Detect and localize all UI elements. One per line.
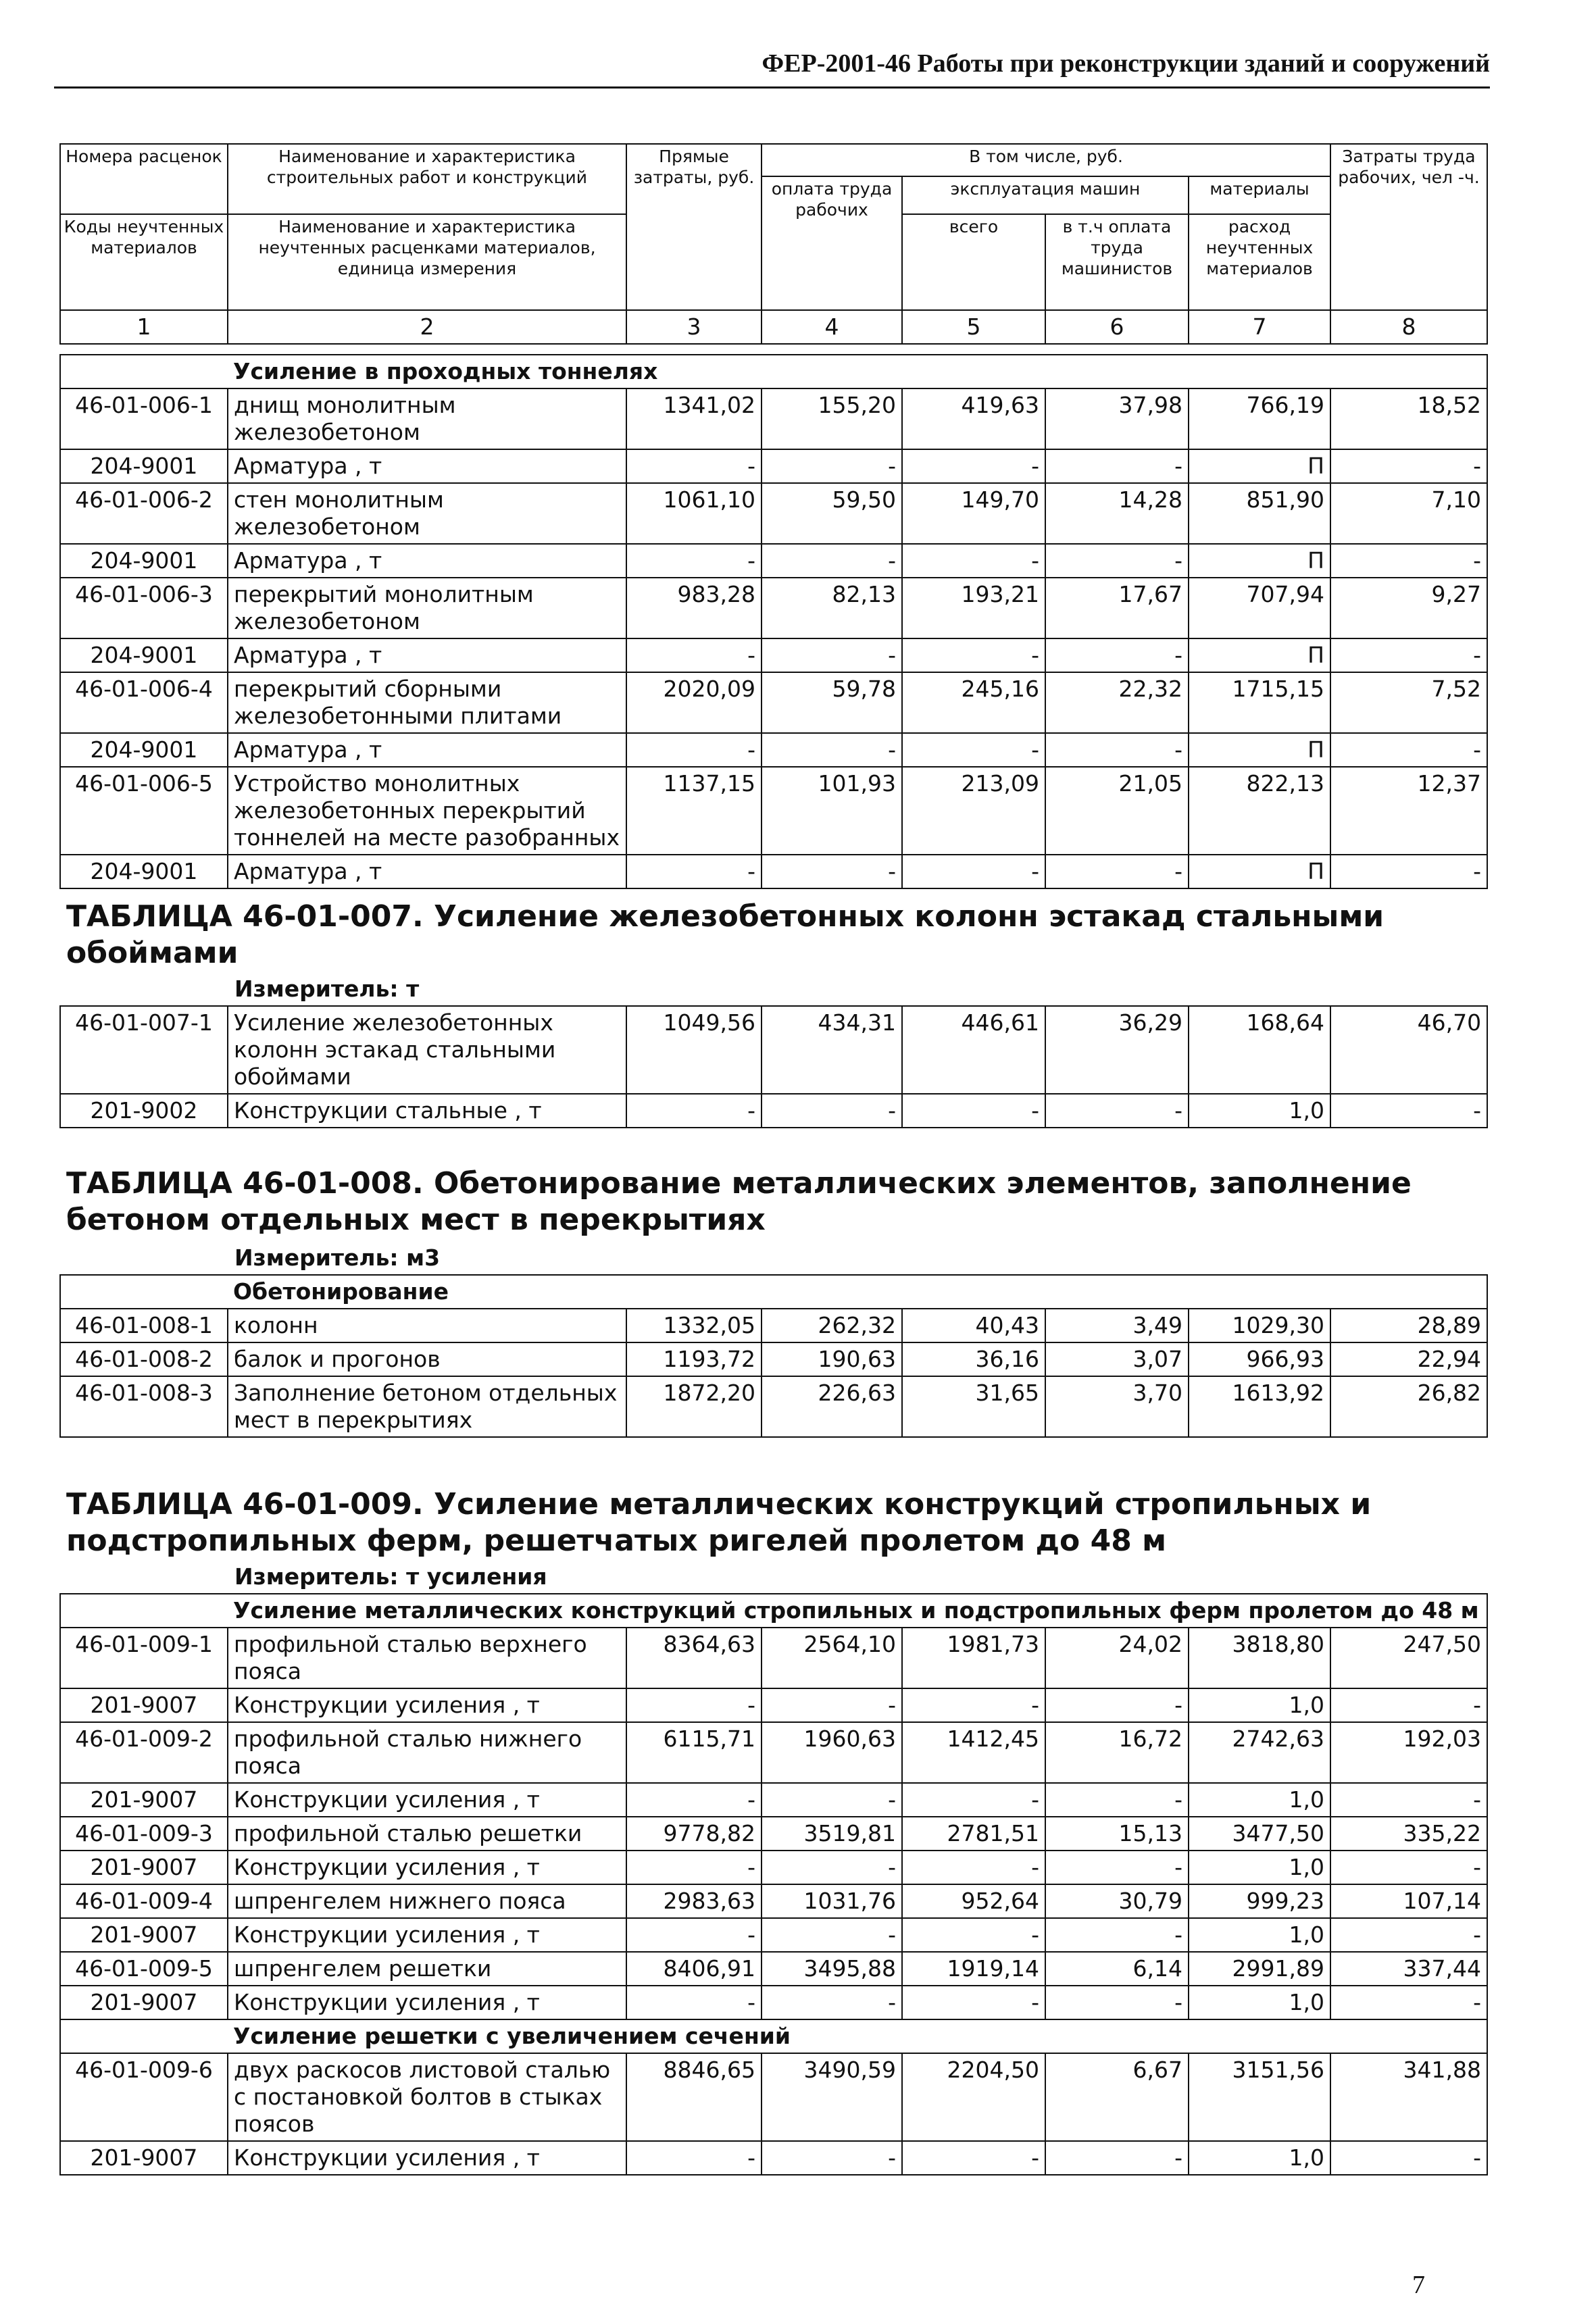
machines-total: - [902, 1986, 1045, 2019]
header-direct-costs: Прямые затраты, руб. [626, 144, 762, 310]
labor-hours: 12,37 [1330, 767, 1487, 855]
material-row [60, 1094, 1487, 1128]
materials: 1,0 [1189, 1851, 1330, 1884]
worker-pay: - [762, 1688, 902, 1722]
materials: 1029,30 [1189, 1309, 1330, 1342]
work-name: Усиление железобетонных колонн эстакад стальными обоймами [228, 1006, 626, 1094]
machines-total: 1981,73 [902, 1628, 1045, 1688]
work-name: колонн [228, 1309, 626, 1342]
work-name: Арматура , т [228, 638, 626, 672]
materials: 3818,80 [1189, 1628, 1330, 1688]
machinist-pay: 30,79 [1045, 1884, 1189, 1918]
material-row [60, 1986, 1487, 2019]
materials: П [1189, 449, 1330, 483]
worker-pay: 155,20 [762, 388, 902, 449]
column-number: 5 [902, 310, 1045, 344]
rate-code: 46-01-006-3 [60, 578, 228, 638]
material-row [60, 1918, 1487, 1952]
labor-hours: - [1330, 1986, 1487, 2019]
direct-costs: 1049,56 [626, 1006, 762, 1094]
rate-row [60, 1006, 1487, 1094]
material-row [60, 449, 1487, 483]
rate-row [60, 2053, 1487, 2141]
materials: П [1189, 733, 1330, 767]
rate-code: 201-9007 [60, 1783, 228, 1817]
labor-hours: 341,88 [1330, 2053, 1487, 2141]
rate-row [60, 1722, 1487, 1783]
materials: 999,23 [1189, 1884, 1330, 1918]
work-name: профильной сталью верхнего пояса [228, 1628, 626, 1688]
machines-total: 1919,14 [902, 1952, 1045, 1986]
direct-costs: 1193,72 [626, 1342, 762, 1376]
worker-pay: 190,63 [762, 1342, 902, 1376]
rate-code: 46-01-009-2 [60, 1722, 228, 1783]
machines-total: - [902, 449, 1045, 483]
header-machines-total: всего [902, 214, 1045, 310]
work-name: Заполнение бетоном отдельных мест в перекрытиях [228, 1376, 626, 1437]
header-rate-numbers: Номера расценок [60, 144, 228, 214]
rate-code: 204-9001 [60, 733, 228, 767]
column-number: 8 [1330, 310, 1487, 344]
machinist-pay: 3,49 [1045, 1309, 1189, 1342]
column-number: 6 [1045, 310, 1189, 344]
worker-pay: - [762, 1918, 902, 1952]
rate-row [60, 1342, 1487, 1376]
work-name: Конструкции усиления , т [228, 1688, 626, 1722]
work-name: Арматура , т [228, 544, 626, 578]
machines-total: 2204,50 [902, 2053, 1045, 2141]
material-row [60, 855, 1487, 888]
work-name: Конструкции стальные , т [228, 1094, 626, 1128]
machinist-pay: - [1045, 1688, 1189, 1722]
direct-costs: - [626, 544, 762, 578]
subheading-row [60, 355, 1487, 388]
header-machinist-pay: в т.ч оплата труда машинистов [1045, 214, 1189, 310]
materials: П [1189, 855, 1330, 888]
unit-label: Измеритель: т усиления [234, 1563, 547, 1590]
materials: П [1189, 638, 1330, 672]
material-row [60, 1783, 1487, 1817]
machinist-pay: 15,13 [1045, 1817, 1189, 1851]
work-name: перекрытий монолитным железобетоном [228, 578, 626, 638]
rate-code: 201-9007 [60, 1688, 228, 1722]
table-046-01-008 [59, 1242, 1488, 1438]
materials: П [1189, 544, 1330, 578]
work-name: Конструкции усиления , т [228, 1918, 626, 1952]
header-worker-pay: оплата труда рабочих [762, 176, 902, 310]
worker-pay: 82,13 [762, 578, 902, 638]
direct-costs: - [626, 638, 762, 672]
labor-hours: - [1330, 544, 1487, 578]
materials: 1,0 [1189, 1918, 1330, 1952]
machines-total: 31,65 [902, 1376, 1045, 1437]
machines-total: 213,09 [902, 767, 1045, 855]
machines-total: 36,16 [902, 1342, 1045, 1376]
section-subheading: Усиление в проходных тоннелях [228, 355, 1487, 388]
materials: 851,90 [1189, 483, 1330, 544]
direct-costs: - [626, 2141, 762, 2175]
materials: 1,0 [1189, 1986, 1330, 2019]
table-046-01-006 [59, 143, 1488, 889]
machinist-pay: 14,28 [1045, 483, 1189, 544]
material-row [60, 2141, 1487, 2175]
labor-hours: - [1330, 1851, 1487, 1884]
rate-code: 46-01-008-3 [60, 1376, 228, 1437]
section-subheading: Усиление решетки с увеличением сечений [228, 2019, 1487, 2053]
work-name: Конструкции усиления , т [228, 1851, 626, 1884]
labor-hours: 26,82 [1330, 1376, 1487, 1437]
direct-costs: 2983,63 [626, 1884, 762, 1918]
direct-costs: - [626, 1851, 762, 1884]
rate-code: 46-01-009-4 [60, 1884, 228, 1918]
materials: 822,13 [1189, 767, 1330, 855]
rate-code: 46-01-009-5 [60, 1952, 228, 1986]
direct-costs: - [626, 1094, 762, 1128]
labor-hours: - [1330, 1094, 1487, 1128]
rate-code: 46-01-009-6 [60, 2053, 228, 2141]
materials: 1715,15 [1189, 672, 1330, 733]
worker-pay: 1031,76 [762, 1884, 902, 1918]
direct-costs: 1341,02 [626, 388, 762, 449]
work-name: двух раскосов листовой сталью с постановкой болтов в стыках поясов [228, 2053, 626, 2141]
column-number: 2 [228, 310, 626, 344]
worker-pay: 262,32 [762, 1309, 902, 1342]
machines-total: - [902, 855, 1045, 888]
work-name: Арматура , т [228, 855, 626, 888]
rate-row [60, 388, 1487, 449]
header-material-names: Наименование и характеристика неучтенных расценками материалов, единица измерения [228, 214, 626, 310]
machinist-pay: - [1045, 1851, 1189, 1884]
rate-code: 46-01-008-2 [60, 1342, 228, 1376]
materials: 3477,50 [1189, 1817, 1330, 1851]
rate-code: 46-01-009-3 [60, 1817, 228, 1851]
labor-hours: 335,22 [1330, 1817, 1487, 1851]
direct-costs: - [626, 733, 762, 767]
machinist-pay: 16,72 [1045, 1722, 1189, 1783]
machinist-pay: 6,14 [1045, 1952, 1189, 1986]
rate-row [60, 483, 1487, 544]
labor-hours: 7,10 [1330, 483, 1487, 544]
column-number: 1 [60, 310, 228, 344]
machinist-pay: - [1045, 1094, 1189, 1128]
machines-total: - [902, 733, 1045, 767]
rate-code: 201-9007 [60, 1851, 228, 1884]
machines-total: 2781,51 [902, 1817, 1045, 1851]
rate-code: 46-01-006-1 [60, 388, 228, 449]
rate-code: 201-9007 [60, 1986, 228, 2019]
column-number: 4 [762, 310, 902, 344]
work-name: шпренгелем нижнего пояса [228, 1884, 626, 1918]
labor-hours: 337,44 [1330, 1952, 1487, 1986]
rate-code: 201-9007 [60, 1918, 228, 1952]
column-number: 3 [626, 310, 762, 344]
subheading-row [60, 1594, 1487, 1628]
worker-pay: - [762, 638, 902, 672]
machinist-pay: 17,67 [1045, 578, 1189, 638]
materials: 1,0 [1189, 2141, 1330, 2175]
direct-costs: - [626, 855, 762, 888]
materials: 966,93 [1189, 1342, 1330, 1376]
rate-row [60, 578, 1487, 638]
rate-code: 46-01-009-1 [60, 1628, 228, 1688]
worker-pay: 226,63 [762, 1376, 902, 1437]
labor-hours: 192,03 [1330, 1722, 1487, 1783]
worker-pay: - [762, 1094, 902, 1128]
rate-code: 46-01-008-1 [60, 1309, 228, 1342]
machinist-pay: - [1045, 733, 1189, 767]
table-007-title: ТАБЛИЦА 46-01-007. Усиление железобетонных колонн эстакад стальными обоймами [66, 899, 1385, 970]
materials: 1,0 [1189, 1688, 1330, 1722]
rate-row [60, 1884, 1487, 1918]
labor-hours: - [1330, 449, 1487, 483]
column-number: 7 [1189, 310, 1330, 344]
direct-costs: 8846,65 [626, 2053, 762, 2141]
material-row [60, 544, 1487, 578]
table-008-title: ТАБЛИЦА 46-01-008. Обетонирование металлических элементов, заполнение бетоном отдельных мест в перекрытиях [66, 1166, 1412, 1237]
worker-pay: 3519,81 [762, 1817, 902, 1851]
rate-code: 46-01-006-2 [60, 483, 228, 544]
rate-code: 204-9001 [60, 544, 228, 578]
materials: 1,0 [1189, 1783, 1330, 1817]
direct-costs: 1872,20 [626, 1376, 762, 1437]
section-subheading: Обетонирование [228, 1275, 1487, 1309]
rate-row [60, 767, 1487, 855]
header-materials: материалы [1189, 176, 1330, 214]
unit-label: Измеритель: т [234, 976, 420, 1002]
direct-costs: 8364,63 [626, 1628, 762, 1688]
machines-total: - [902, 1688, 1045, 1722]
running-header [54, 49, 1490, 89]
labor-hours: 28,89 [1330, 1309, 1487, 1342]
rate-code: 46-01-007-1 [60, 1006, 228, 1094]
labor-hours: - [1330, 1918, 1487, 1952]
worker-pay: - [762, 855, 902, 888]
work-name: стен монолитным железобетоном [228, 483, 626, 544]
materials: 766,19 [1189, 388, 1330, 449]
work-name: Конструкции усиления , т [228, 1783, 626, 1817]
worker-pay: 2564,10 [762, 1628, 902, 1688]
table-046-01-007 [59, 973, 1488, 1128]
machinist-pay: 36,29 [1045, 1006, 1189, 1094]
machinist-pay: - [1045, 544, 1189, 578]
machines-total: - [902, 2141, 1045, 2175]
machines-total: - [902, 1783, 1045, 1817]
unit-label: Измеритель: м3 [234, 1244, 441, 1271]
section-subheading: Усиление металлических конструкций стропильных и подстропильных ферм пролетом до 48 м [228, 1594, 1487, 1628]
running-title: ФЕР-2001-46 Работы при реконструкции зданий и сооружений [762, 49, 1490, 78]
rate-row [60, 1376, 1487, 1437]
rate-row [60, 1952, 1487, 1986]
work-name: Арматура , т [228, 733, 626, 767]
machinist-pay: 21,05 [1045, 767, 1189, 855]
machinist-pay: 37,98 [1045, 388, 1189, 449]
header-unaccounted-materials: расход неучтенных материалов [1189, 214, 1330, 310]
machines-total: 419,63 [902, 388, 1045, 449]
direct-costs: - [626, 449, 762, 483]
labor-hours: - [1330, 855, 1487, 888]
direct-costs: - [626, 1688, 762, 1722]
rate-code: 201-9002 [60, 1094, 228, 1128]
work-name: Конструкции усиления , т [228, 2141, 626, 2175]
direct-costs: - [626, 1783, 762, 1817]
machines-total: 952,64 [902, 1884, 1045, 1918]
material-row [60, 638, 1487, 672]
subheading-row [60, 2019, 1487, 2053]
worker-pay: - [762, 449, 902, 483]
worker-pay: - [762, 1986, 902, 2019]
material-row [60, 733, 1487, 767]
work-name: перекрытий сборными железобетонными плитами [228, 672, 626, 733]
header-work-name: Наименование и характеристика строительных работ и конструкций [228, 144, 626, 214]
direct-costs: 1332,05 [626, 1309, 762, 1342]
labor-hours: - [1330, 638, 1487, 672]
machinist-pay: - [1045, 1986, 1189, 2019]
work-name: балок и прогонов [228, 1342, 626, 1376]
worker-pay: 59,50 [762, 483, 902, 544]
work-name: днищ монолитным железобетоном [228, 388, 626, 449]
subheading-row [60, 1275, 1487, 1309]
table-046-01-009 [59, 1561, 1488, 2175]
page-number: 7 [1412, 2271, 1425, 2299]
labor-hours: 7,52 [1330, 672, 1487, 733]
rate-row [60, 672, 1487, 733]
direct-costs: 1137,15 [626, 767, 762, 855]
worker-pay: - [762, 1783, 902, 1817]
materials: 1613,92 [1189, 1376, 1330, 1437]
machinist-pay: - [1045, 638, 1189, 672]
machines-total: 446,61 [902, 1006, 1045, 1094]
materials: 707,94 [1189, 578, 1330, 638]
machines-total: - [902, 1094, 1045, 1128]
machines-total: 1412,45 [902, 1722, 1045, 1783]
labor-hours: 22,94 [1330, 1342, 1487, 1376]
material-row [60, 1851, 1487, 1884]
machines-total: - [902, 1918, 1045, 1952]
machinist-pay: - [1045, 2141, 1189, 2175]
labor-hours: - [1330, 1783, 1487, 1817]
work-name: профильной сталью решетки [228, 1817, 626, 1851]
work-name: Арматура , т [228, 449, 626, 483]
header-labor-hours: Затраты труда рабочих, чел -ч. [1330, 144, 1487, 310]
materials: 168,64 [1189, 1006, 1330, 1094]
labor-hours: 46,70 [1330, 1006, 1487, 1094]
machinist-pay: 3,70 [1045, 1376, 1189, 1437]
machinist-pay: - [1045, 1918, 1189, 1952]
worker-pay: - [762, 2141, 902, 2175]
column-number-row [60, 310, 1487, 344]
materials: 2991,89 [1189, 1952, 1330, 1986]
rate-row [60, 1817, 1487, 1851]
work-name: шпренгелем решетки [228, 1952, 626, 1986]
rate-code: 204-9001 [60, 638, 228, 672]
direct-costs: - [626, 1918, 762, 1952]
worker-pay: - [762, 1851, 902, 1884]
machinist-pay: 24,02 [1045, 1628, 1189, 1688]
machines-total: 40,43 [902, 1309, 1045, 1342]
machines-total: 245,16 [902, 672, 1045, 733]
materials: 2742,63 [1189, 1722, 1330, 1783]
labor-hours: - [1330, 733, 1487, 767]
machines-total: 193,21 [902, 578, 1045, 638]
header-including: В том числе, руб. [762, 144, 1330, 176]
machines-total: - [902, 1851, 1045, 1884]
rate-code: 204-9001 [60, 855, 228, 888]
worker-pay: 1960,63 [762, 1722, 902, 1783]
worker-pay: 101,93 [762, 767, 902, 855]
work-name: Устройство монолитных железобетонных перекрытий тоннелей на месте разобранных [228, 767, 626, 855]
machinist-pay: - [1045, 855, 1189, 888]
rate-code: 204-9001 [60, 449, 228, 483]
machinist-pay: 22,32 [1045, 672, 1189, 733]
materials: 3151,56 [1189, 2053, 1330, 2141]
worker-pay: - [762, 733, 902, 767]
direct-costs: 6115,71 [626, 1722, 762, 1783]
machinist-pay: - [1045, 449, 1189, 483]
header-machine-operation: эксплуатация машин [902, 176, 1189, 214]
machines-total: 149,70 [902, 483, 1045, 544]
work-name: профильной сталью нижнего пояса [228, 1722, 626, 1783]
direct-costs: - [626, 1986, 762, 2019]
machinist-pay: 6,67 [1045, 2053, 1189, 2141]
table-009-title: ТАБЛИЦА 46-01-009. Усиление металлических конструкций стропильных и подстропильных ферм, решетчатых ригелей пролетом до 48 м [66, 1487, 1372, 1558]
labor-hours: 9,27 [1330, 578, 1487, 638]
header-material-codes: Коды неучтенных материалов [60, 214, 228, 310]
worker-pay: 434,31 [762, 1006, 902, 1094]
machines-total: - [902, 638, 1045, 672]
machinist-pay: 3,07 [1045, 1342, 1189, 1376]
labor-hours: - [1330, 2141, 1487, 2175]
direct-costs: 8406,91 [626, 1952, 762, 1986]
machinist-pay: - [1045, 1783, 1189, 1817]
labor-hours: - [1330, 1688, 1487, 1722]
rate-row [60, 1309, 1487, 1342]
worker-pay: 3490,59 [762, 2053, 902, 2141]
direct-costs: 9778,82 [626, 1817, 762, 1851]
labor-hours: 107,14 [1330, 1884, 1487, 1918]
labor-hours: 247,50 [1330, 1628, 1487, 1688]
rate-code: 46-01-006-4 [60, 672, 228, 733]
machines-total: - [902, 544, 1045, 578]
worker-pay: - [762, 544, 902, 578]
rate-row [60, 1628, 1487, 1688]
direct-costs: 1061,10 [626, 483, 762, 544]
rate-code: 201-9007 [60, 2141, 228, 2175]
work-name: Конструкции усиления , т [228, 1986, 626, 2019]
rate-code: 46-01-006-5 [60, 767, 228, 855]
material-row [60, 1688, 1487, 1722]
labor-hours: 18,52 [1330, 388, 1487, 449]
direct-costs: 2020,09 [626, 672, 762, 733]
worker-pay: 59,78 [762, 672, 902, 733]
materials: 1,0 [1189, 1094, 1330, 1128]
direct-costs: 983,28 [626, 578, 762, 638]
worker-pay: 3495,88 [762, 1952, 902, 1986]
